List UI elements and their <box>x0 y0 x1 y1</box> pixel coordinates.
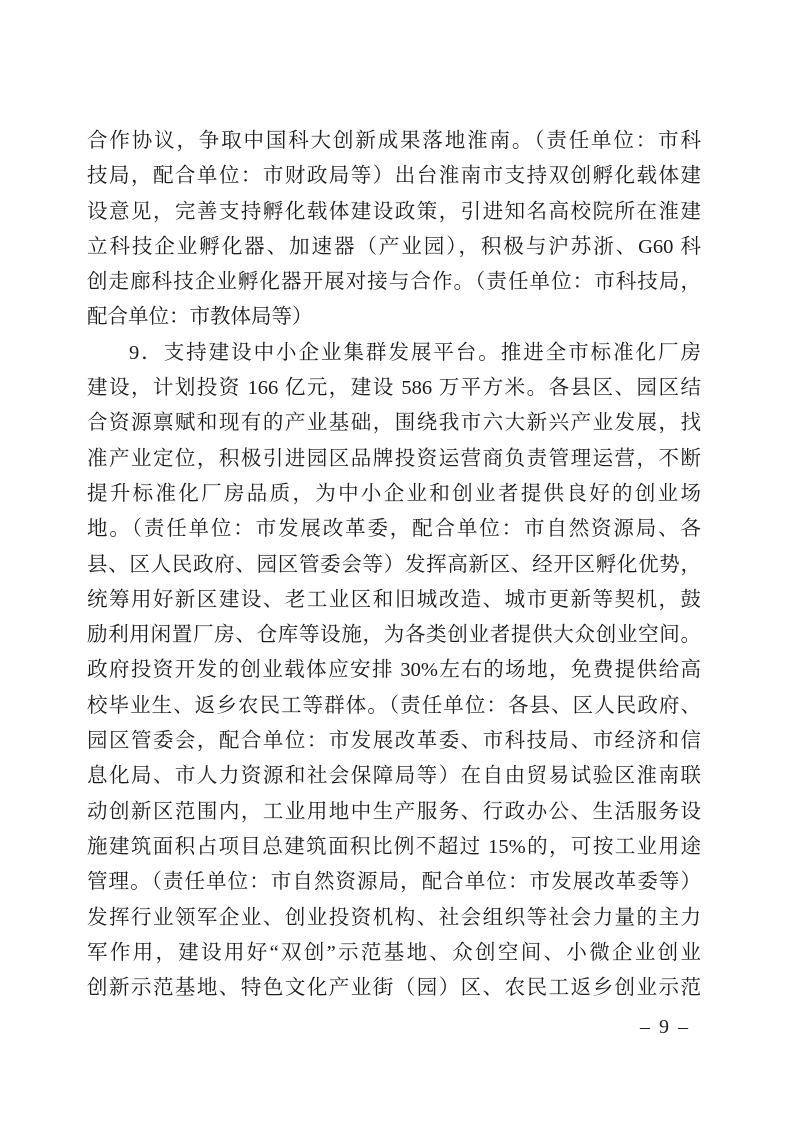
text-line: 合作协议，争取中国科大创新成果落地淮南。（责任单位：市科 <box>87 130 701 152</box>
text-line: 设意见，完善支持孵化载体建设政策，引进知名高校院所在淮建 <box>87 200 701 223</box>
text-line: 动创新区范围内，工业用地中生产服务、行政办公、生活服务设 <box>87 800 701 823</box>
text-line: 技局，配合单位：市财政局等）出台淮南市支持双创孵化载体建 <box>87 165 701 188</box>
text-line: 创走廊科技企业孵化器开展对接与合作。（责任单位：市科技局， <box>87 271 701 294</box>
body-text <box>87 124 701 1006</box>
text-line: 地。（责任单位：市发展改革委，配合单位：市自然资源局、各 <box>87 518 701 541</box>
text-line: 政府投资开发的创业载体应安排 30%左右的场地，免费提供给高 <box>87 659 701 682</box>
text-line: 施建筑面积占项目总建筑面积比例不超过 15%的，可按工业用途 <box>87 835 701 858</box>
page-number: – 9 – <box>640 1016 690 1038</box>
text-line: 县、区人民政府、园区管委会等）发挥高新区、经开区孵化优势， <box>87 553 701 576</box>
text-line: 励利用闲置厂房、仓库等设施，为各类创业者提供大众创业空间。 <box>87 624 701 647</box>
text-line: 合资源禀赋和现有的产业基础，围绕我市六大新兴产业发展，找 <box>87 412 701 435</box>
text-line: 息化局、市人力资源和社会保障局等）在自由贸易试验区淮南联 <box>87 765 701 788</box>
text-line: 创新示范基地、特色文化产业街（园）区、农民工返乡创业示范 <box>87 977 701 1000</box>
text-line: 准产业定位，积极引进园区品牌投资运营商负责管理运营，不断 <box>87 447 701 470</box>
text-line: 配合单位：市教体局等） <box>87 306 313 329</box>
text-line: 提升标准化厂房品质，为中小企业和创业者提供良好的创业场 <box>87 482 701 505</box>
text-line: 园区管委会，配合单位：市发展改革委、市科技局、市经济和信 <box>87 730 701 753</box>
text-line: 建设，计划投资 166 亿元，建设 586 万平方米。各县区、园区结 <box>87 377 701 400</box>
text-line: 校毕业生、返乡农民工等群体。（责任单位：各县、区人民政府、 <box>87 694 701 717</box>
text-line-paragraph-start: 9．支持建设中小企业集群发展平台。推进全市标准化厂房 <box>129 341 701 364</box>
text-line: 发挥行业领军企业、创业投资机构、社会组织等社会力量的主力 <box>87 906 701 929</box>
text-line: 立科技企业孵化器、加速器（产业园），积极与沪苏浙、G60 科 <box>87 235 701 258</box>
text-line: 管理。（责任单位：市自然资源局，配合单位：市发展改革委等） <box>87 871 701 894</box>
text-line: 军作用，建设用好“双创”示范基地、众创空间、小微企业创业 <box>87 941 701 964</box>
text-line: 统筹用好新区建设、老工业区和旧城改造、城市更新等契机，鼓 <box>87 588 701 611</box>
